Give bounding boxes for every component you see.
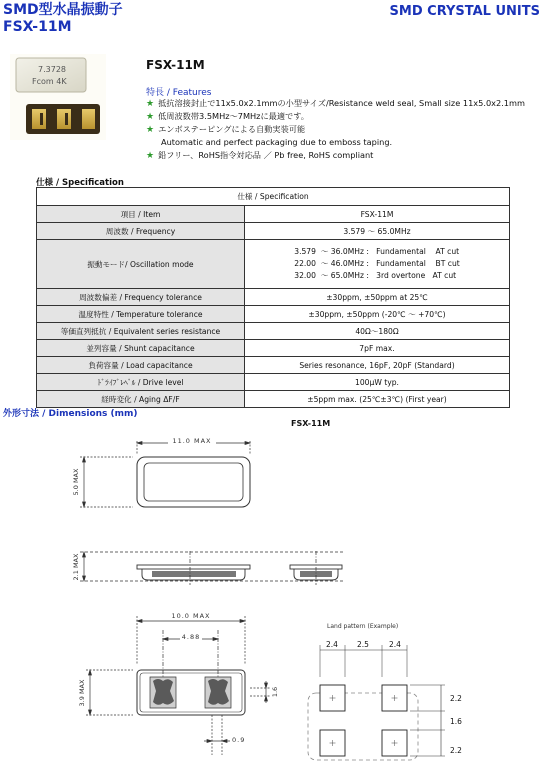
feature-item: ★ エンボステーピングによる自動実装可能 bbox=[146, 124, 306, 135]
osc-mode-line: 3.579 ～ 36.0MHz : Fundamental AT cut bbox=[294, 247, 460, 256]
land-col-width: 2.5 bbox=[357, 640, 369, 649]
photo-marking-1: 7.3728 bbox=[38, 65, 66, 74]
spec-label: ﾄﾞﾗｲﾌﾞﾚﾍﾞﾙ / Drive level bbox=[37, 374, 245, 391]
spec-table-title: 仕様 / Specification bbox=[37, 188, 510, 206]
dim-pad-pitch: 4.88 bbox=[181, 633, 201, 641]
spec-row bbox=[37, 289, 510, 306]
spec-row bbox=[37, 206, 510, 223]
dim-top-height: 5.0 MAX bbox=[72, 468, 80, 496]
spec-row bbox=[37, 240, 510, 289]
spec-row bbox=[37, 223, 510, 240]
spec-row bbox=[37, 323, 510, 340]
header-model: FSX-11M bbox=[3, 19, 72, 35]
spec-value: 3.579 ～ 65.0MHz bbox=[245, 223, 510, 240]
spec-label: 温度特性 / Temperature tolerance bbox=[37, 306, 245, 323]
spec-label: 項目 / Item bbox=[37, 206, 245, 223]
dimensions-model: FSX-11M bbox=[291, 419, 331, 428]
land-row-height: 1.6 bbox=[450, 717, 462, 726]
feature-item: ★ 低周波数帯3.5MHz～7MHzに最適です。 bbox=[146, 111, 309, 122]
spec-row bbox=[37, 340, 510, 357]
spec-label: 周波数 / Frequency bbox=[37, 223, 245, 240]
product-photo bbox=[10, 54, 106, 140]
top-view bbox=[72, 437, 250, 507]
dim-top-width: 11.0 MAX bbox=[172, 437, 212, 445]
dim-side-height: 2.1 MAX bbox=[72, 553, 80, 581]
spec-label: 等価直列抵抗 / Equivalent series resistance bbox=[37, 323, 245, 340]
land-row-height: 2.2 bbox=[450, 746, 462, 755]
spec-table bbox=[36, 187, 510, 408]
feature-item: ★ 鉛フリー、RoHS指令対応品 ／ Pb free, RoHS compliant bbox=[146, 150, 374, 161]
spec-value: ±30ppm, ±50ppm at 25℃ bbox=[245, 289, 510, 306]
spec-label: 負荷容量 / Load capacitance bbox=[37, 357, 245, 374]
product-title: FSX-11M bbox=[146, 58, 205, 72]
spec-row bbox=[37, 374, 510, 391]
spec-row bbox=[37, 391, 510, 408]
osc-mode-line: 32.00 ～ 65.0MHz : 3rd overtone AT cut bbox=[294, 271, 457, 280]
side-view bbox=[72, 551, 345, 585]
land-row-height: 2.2 bbox=[450, 694, 462, 703]
spec-label: 並列容量 / Shunt capacitance bbox=[37, 340, 245, 357]
spec-value-multiline bbox=[245, 240, 510, 289]
spec-value: ±30ppm, ±50ppm (-20℃ ～ +70℃) bbox=[245, 306, 510, 323]
features-title: 特長 / Features bbox=[146, 88, 212, 98]
feature-item: ★ 抵抗溶接封止で11x5.0x2.1mmの小型サイズ/Resistance weld seal, Small size 11x5.0x2.1mm bbox=[146, 98, 525, 109]
header-title-ja: SMD型水晶振動子 bbox=[3, 2, 123, 18]
land-col-width: 2.4 bbox=[389, 640, 401, 649]
land-pattern-title: Land pattern (Example) bbox=[327, 623, 399, 630]
spec-value: 100μW typ. bbox=[245, 374, 510, 391]
spec-section-title: 仕様 / Specification bbox=[36, 178, 124, 188]
spec-value: 40Ω～180Ω bbox=[245, 323, 510, 340]
land-pattern bbox=[308, 623, 462, 760]
feature-item-sub: Automatic and perfect packaging due to emboss taping. bbox=[161, 137, 393, 147]
dim-pad-width: 0.9 bbox=[232, 736, 246, 744]
bottom-pad-left bbox=[150, 677, 176, 708]
star-icon: ★ bbox=[146, 125, 155, 135]
spec-value: 7pF max. bbox=[245, 340, 510, 357]
dim-bottom-width: 10.0 MAX bbox=[171, 612, 211, 620]
osc-mode-line: 22.00 ～ 46.0MHz : Fundamental BT cut bbox=[294, 259, 460, 268]
spec-label: 経時変化 / Aging ΔF/F bbox=[37, 391, 245, 408]
bottom-view bbox=[78, 612, 279, 755]
spec-header-row bbox=[37, 188, 510, 206]
spec-value: ±5ppm max. (25℃±3℃) (First year) bbox=[245, 391, 510, 408]
dimension-drawing bbox=[0, 425, 548, 778]
spec-row bbox=[37, 357, 510, 374]
dimensions-title: 外形寸法 / Dimensions (mm) bbox=[3, 409, 138, 419]
star-icon: ★ bbox=[146, 151, 155, 161]
star-icon: ★ bbox=[146, 112, 155, 122]
spec-row bbox=[37, 306, 510, 323]
spec-value: Series resonance, 16pF, 20pF (Standard) bbox=[245, 357, 510, 374]
star-icon: ★ bbox=[146, 99, 155, 109]
bottom-pad-right bbox=[205, 677, 231, 708]
photo-marking-2: Fcom 4K bbox=[32, 77, 67, 86]
land-col-width: 2.4 bbox=[326, 640, 338, 649]
spec-label: 周波数偏差 / Frequency tolerance bbox=[37, 289, 245, 306]
spec-value: FSX-11M bbox=[245, 206, 510, 223]
spec-label: 振動モード/ Oscillation mode bbox=[37, 240, 245, 289]
header-title-en: SMD CRYSTAL UNITS bbox=[389, 4, 540, 19]
dim-bottom-height: 3.9 MAX bbox=[78, 679, 86, 707]
dim-pad-gap: 1.6 bbox=[271, 686, 279, 698]
